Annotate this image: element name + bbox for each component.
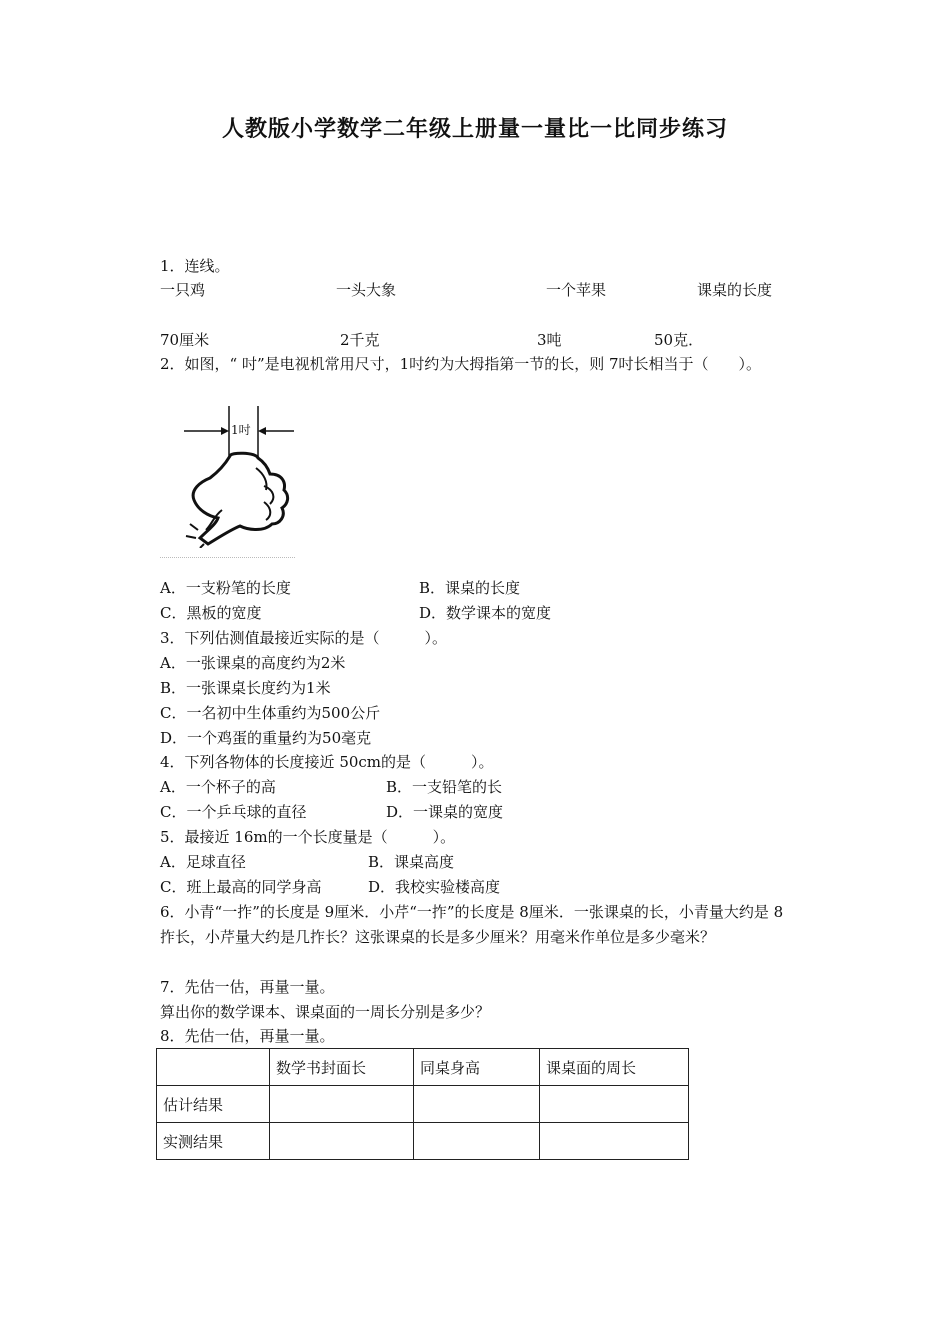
table-cell[interactable] [540, 1086, 689, 1123]
q7-stem: 7．先估一估，再量一量。 [160, 978, 335, 996]
q3-option: A．一张课桌的高度约为2米 [160, 654, 346, 672]
q2-option-d: D．数学课本的宽度 [419, 604, 552, 622]
q1-answer: 2千克 [340, 331, 380, 349]
table-row-label: 估计结果 [157, 1086, 270, 1123]
q5-stem: 5．最接近 16m的一个长度量是（ ）。 [160, 828, 456, 846]
table-cell[interactable] [540, 1123, 689, 1160]
q1-answer: 3吨 [537, 331, 562, 349]
table-cell[interactable] [414, 1086, 540, 1123]
q1-answer: 70厘米 [160, 331, 210, 349]
table-row [157, 1123, 689, 1160]
q2-option-c: C．黑板的宽度 [160, 604, 262, 622]
figure-divider [160, 557, 295, 558]
q5-option-d: D．我校实验楼高度 [368, 878, 501, 896]
q7-text: 算出你的数学课本、课桌面的一周长分别是多少？ [160, 1003, 491, 1021]
q5-option-c: C．班上最高的同学身高 [160, 878, 322, 896]
table-row-label: 实测结果 [157, 1123, 270, 1160]
table-cell[interactable] [270, 1086, 414, 1123]
table-cell[interactable] [414, 1123, 540, 1160]
q8-stem: 8．先估一估，再量一量。 [160, 1027, 335, 1045]
q3-stem: 3．下列估测值最接近实际的是（ ）。 [160, 629, 448, 647]
q3-option: D．一个鸡蛋的重量约为50毫克 [160, 729, 372, 747]
inch-label: 1吋 [231, 423, 251, 437]
q4-stem: 4．下列各物体的长度接近 50cm的是（ ）。 [160, 753, 494, 771]
q1-answer: 50克． [654, 331, 704, 349]
q4-option-d: D．一课桌的宽度 [386, 803, 504, 821]
q4-option-c: C．一个乒乓球的直径 [160, 803, 307, 821]
table-header-cell: 同桌身高 [414, 1049, 540, 1086]
q3-option: C．一名初中生体重约为500公斤 [160, 704, 381, 722]
q1-item: 一头大象 [336, 281, 397, 299]
table-header-cell: 数学书封面长 [270, 1049, 414, 1086]
q4-option-a: A．一个杯子的高 [160, 778, 276, 796]
q3-option: B．一张课桌长度约为1米 [160, 679, 331, 697]
q5-option-b: B．课桌高度 [368, 853, 455, 871]
thumb-inch-figure [160, 398, 295, 558]
thumb-illustration [160, 398, 295, 548]
q1-stem: 1．连线。 [160, 257, 230, 275]
q4-option-b: B．一支铅笔的长 [386, 778, 503, 796]
q1-item: 一只鸡 [160, 281, 206, 299]
q5-option-a: A．足球直径 [160, 853, 246, 871]
page-title: 人教版小学数学二年级上册量一量比一比同步练习 [221, 117, 728, 142]
q2-option-b: B．课桌的长度 [419, 579, 521, 597]
q1-item: 课桌的长度 [697, 281, 773, 299]
q2-stem: 2．如图，“ 吋”是电视机常用尺寸，1吋约为大拇指第一节的长，则 7吋长相当于（ ）。 [160, 355, 762, 373]
q6-text: 6．小青“一拃”的长度是 9厘米．小芹“一拃”的长度是 8厘米．一张课桌的长，小青量大约是 8拃长，小芹量大约是几拃长？这张课桌的长是多少厘米？用毫米作单位是多少毫米？ [160, 903, 784, 946]
table-header-row [157, 1049, 689, 1086]
table-cell[interactable] [270, 1123, 414, 1160]
table-row [157, 1086, 689, 1123]
q2-option-a: A．一支粉笔的长度 [160, 579, 291, 597]
measurement-table [156, 1048, 689, 1160]
table-header-cell [157, 1049, 270, 1086]
q1-item: 一个苹果 [546, 281, 607, 299]
table-header-cell: 课桌面的周长 [540, 1049, 689, 1086]
